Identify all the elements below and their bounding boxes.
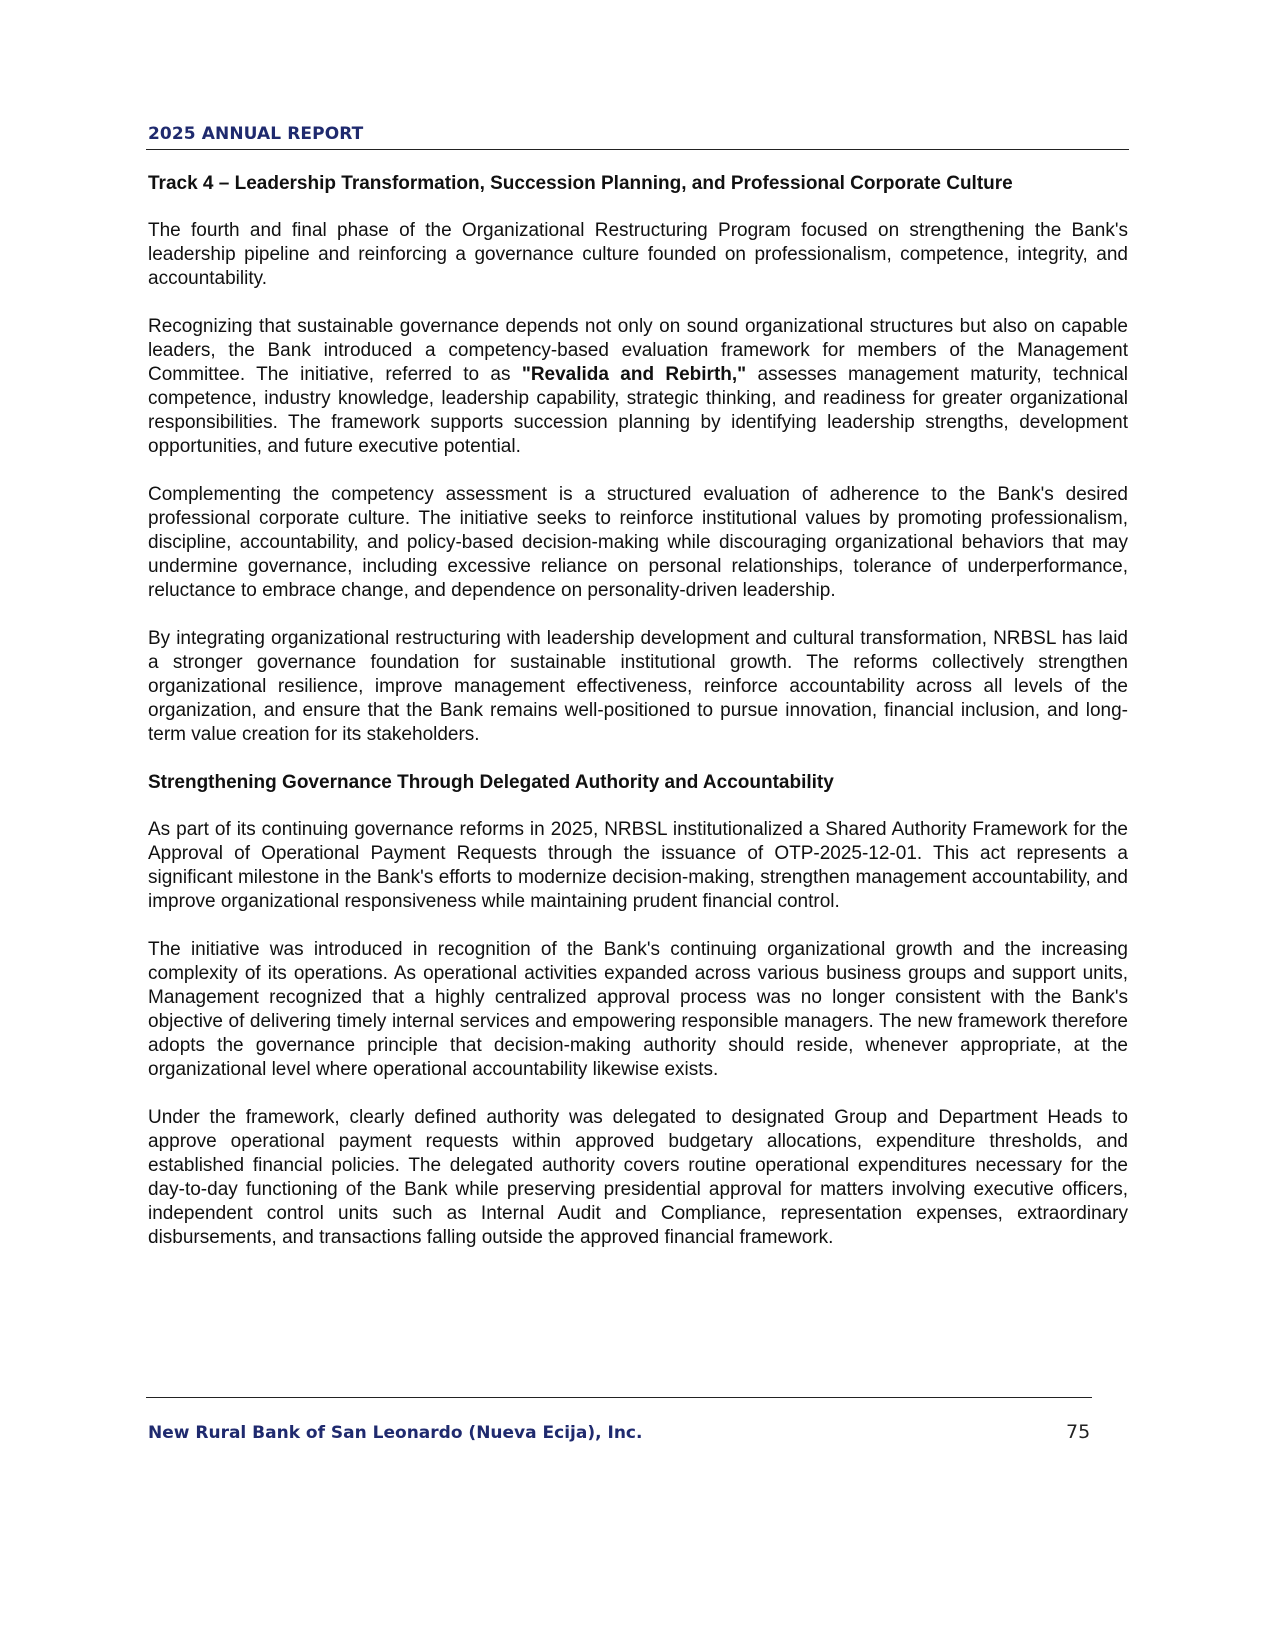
paragraph-revalida-text-start: Recognizing that sustainable governance depends not only on sound organizational structures but also on capable leaders, the Bank introduced a competency-based evaluation framework for members of the Management Committee. The initiative, referred to as <box>148 316 1128 385</box>
paragraph-revalida-text-end: assesses management maturity, technical competence, industry knowledge, leadership capability, strategic thinking, and readiness for greater organizational responsibilities. The framework supports succession planning by identifying leadership strengths, development opportunities, and future executive potential. <box>148 364 1128 457</box>
paragraph-track4-intro: The fourth and final phase of the Organizational Restructuring Program focused on strengthening the Bank's leadership pipeline and reinforcing a governance culture founded on professionalism, competence, integrity, and accountability. <box>148 220 1128 289</box>
paragraph-integration: By integrating organizational restructuring with leadership development and cultural transformation, NRBSL has laid a stronger governance foundation for sustainable institutional growth. The reforms collectively strengthen organizational resilience, improve management effectiveness, reinforce accountability across all levels of the organization, and ensure that the Bank remains well-positioned to pursue innovation, financial inclusion, and long-term value creation for its stakeholders. <box>148 628 1128 745</box>
report-header-title: 2025 ANNUAL REPORT <box>148 124 364 144</box>
paragraph-corporate-culture: Complementing the competency assessment is a structured evaluation of adherence to the Bank's desired professional corporate culture. The initiative seeks to reinforce institutional values by promoting professionalism, discipline, accountability, and policy-based decision-making while discouraging organizational behaviors that may undermine governance, including excessive reliance on personal relationships, tolerance of underperformance, reluctance to embrace change, and dependence on personality-driven leadership. <box>148 484 1128 601</box>
section-heading-track4: Track 4 – Leadership Transformation, Succession Planning, and Professional Corporate Culture <box>148 173 1013 194</box>
header-divider <box>146 149 1129 150</box>
page-number: 75 <box>1066 1421 1091 1443</box>
paragraph-shared-authority: As part of its continuing governance reforms in 2025, NRBSL institutionalized a Shared Authority Framework for the Approval of Operational Payment Requests through the issuance of OTP-2025-12-01. This act represents a significant milestone in the Bank's efforts to modernize decision-making, strengthen management accountability, and improve organizational responsiveness while maintaining prudent financial control. <box>148 819 1128 912</box>
paragraph-revalida-bold-term: "Revalida and Rebirth," <box>521 364 747 385</box>
paragraph-framework-details: Under the framework, clearly defined authority was delegated to designated Group and Department Heads to approve operational payment requests within approved budgetary allocations, expenditure thresholds, and established financial policies. The delegated authority covers routine operational expenditures necessary for the day-to-day functioning of the Bank while preserving presidential approval for matters involving executive officers, independent control units such as Internal Audit and Compliance, representation expenses, extraordinary disbursements, and transactions falling outside the approved financial framework. <box>148 1107 1128 1248</box>
section-heading-delegated-authority: Strengthening Governance Through Delegated Authority and Accountability <box>148 772 834 793</box>
footer-divider <box>146 1397 1092 1398</box>
paragraph-initiative-rationale: The initiative was introduced in recognition of the Bank's continuing organizational growth and the increasing complexity of its operations. As operational activities expanded across various business groups and support units, Management recognized that a highly centralized approval process was no longer consistent with the Bank's objective of delivering timely internal services and empowering responsible managers. The new framework therefore adopts the governance principle that decision-making authority should reside, whenever appropriate, at the organizational level where operational accountability likewise exists. <box>148 939 1128 1080</box>
page-body <box>148 172 1128 1274</box>
paragraph-revalida <box>148 315 1128 459</box>
footer-bank-name: New Rural Bank of San Leonardo (Nueva Ecija), Inc. <box>148 1423 643 1443</box>
